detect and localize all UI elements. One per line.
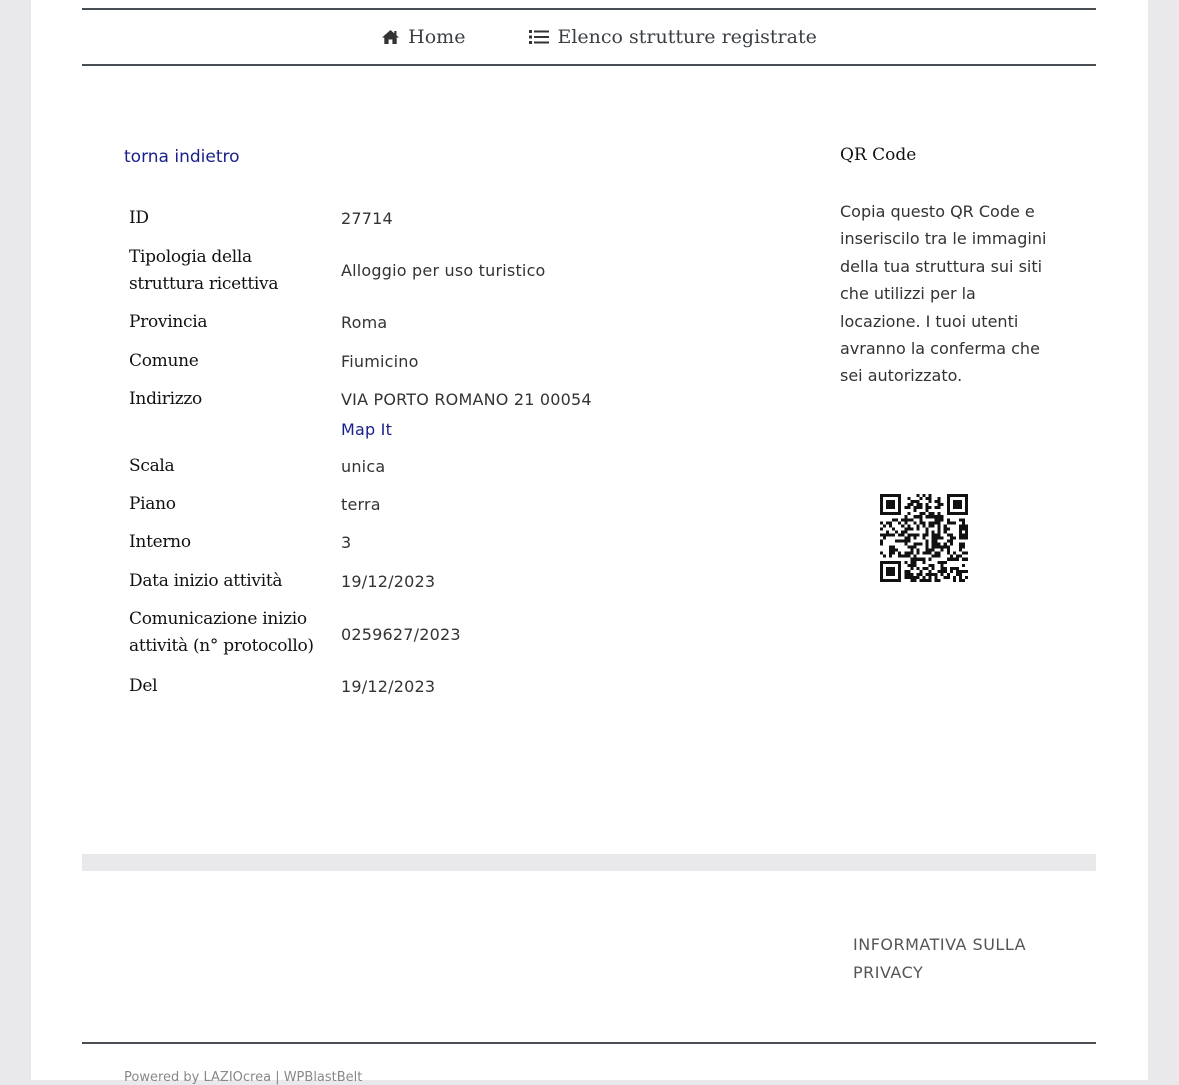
- detail-label: Piano: [129, 494, 176, 514]
- detail-label: Data inizio attività: [129, 571, 283, 591]
- detail-label: Interno: [129, 532, 191, 552]
- list-icon: [529, 29, 549, 45]
- detail-value: Fiumicino: [341, 352, 419, 371]
- detail-label: Provincia: [129, 312, 208, 332]
- privacy-link[interactable]: INFORMATIVA SULLA PRIVACY: [853, 935, 1027, 982]
- detail-label: Scala: [129, 456, 175, 476]
- detail-label: Comunicazione inizio attività (n° protocollo): [129, 609, 314, 656]
- qr-description: Copia questo QR Code e inseriscilo tra le immagini della tua struttura sui siti che utilizzi per la locazione. I tuoi utenti avranno la conferma che sei autorizzato.: [840, 202, 1047, 386]
- back-link[interactable]: torna indietro: [124, 147, 240, 167]
- map-it-link[interactable]: Map It: [341, 420, 393, 439]
- top-nav: [82, 8, 1096, 66]
- nav-home-label: Home: [408, 26, 466, 48]
- detail-value: unica: [341, 457, 386, 476]
- nav-list-link[interactable]: [529, 26, 816, 48]
- nav-list-label: Elenco strutture registrate: [557, 26, 817, 48]
- detail-value: 19/12/2023: [341, 572, 436, 591]
- home-icon: [381, 29, 400, 45]
- detail-value: Alloggio per uso turistico: [341, 261, 546, 280]
- detail-value: 3: [341, 533, 352, 552]
- detail-value: Roma: [341, 313, 388, 332]
- nav-home-link[interactable]: [381, 26, 465, 48]
- detail-value: 27714: [341, 209, 393, 228]
- detail-label: Comune: [129, 351, 199, 371]
- detail-value: 19/12/2023: [341, 677, 436, 696]
- detail-value: terra: [341, 495, 381, 514]
- detail-value: 0259627/2023: [341, 625, 461, 644]
- powered-by-text: Powered by LAZIOcrea | WPBlastBelt: [124, 1070, 363, 1085]
- detail-label: Tipologia della struttura ricettiva: [129, 247, 279, 294]
- detail-label: Indirizzo: [129, 389, 202, 409]
- detail-label: Del: [129, 676, 158, 696]
- detail-value: VIA PORTO ROMANO 21 00054: [341, 390, 592, 409]
- qr-title: QR Code: [840, 145, 917, 165]
- detail-label: ID: [129, 208, 149, 228]
- footer-divider-bar: [82, 854, 1096, 871]
- qr-code-image: [880, 494, 968, 582]
- footer-rule: [82, 1042, 1096, 1044]
- page: [31, 0, 1148, 1085]
